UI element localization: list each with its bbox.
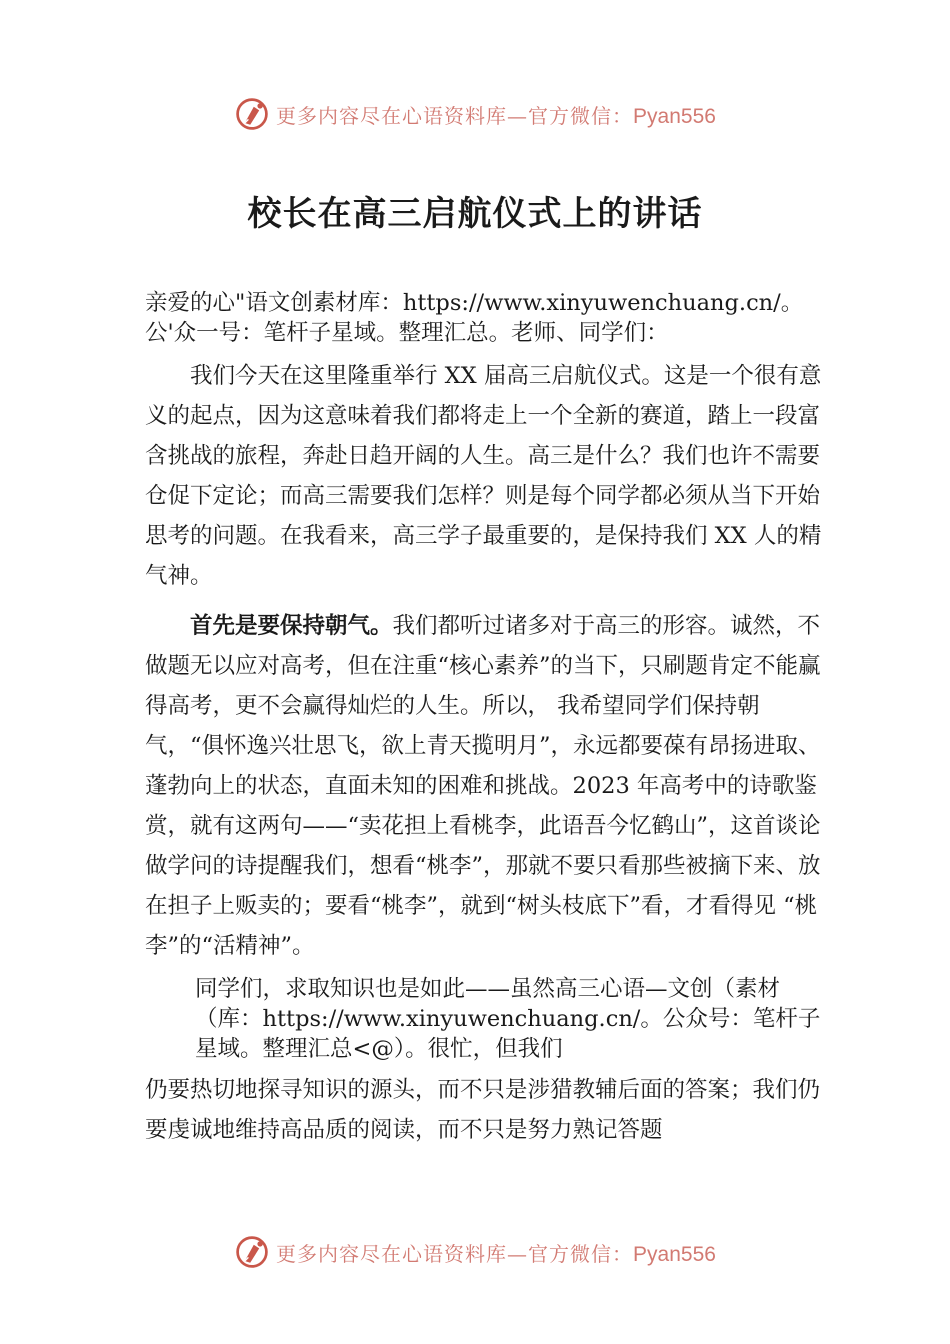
pen-nib-logo-icon bbox=[234, 1234, 270, 1270]
banner-text: 更多内容尽在心语资料库—官方微信：Pyan556 bbox=[276, 1241, 716, 1266]
wechat-id: Pyan556 bbox=[633, 1242, 716, 1266]
paragraph-vitality bbox=[145, 606, 825, 966]
paragraph-opening: 我们今天在这里隆重举行 XX 届高三启航仪式。这是一个很有意义的起点，因为这意味着我们都将走上一个全新的赛道，踏上一段富含挑战的旅程，奔赴日趋开阔的人生。高三是什么？我们也许不需要仓促下定论；而高三需要我们怎样？则是每个同学都必须从当下开始思考的问题。在我看来，高三学子最重要的，是保持我们 XX 人的精气神。 bbox=[145, 363, 822, 589]
paragraph-knowledge-indented: 同学们，求取知识也是如此——虽然高三心语—文创（素材（库：https://www.xinyuwenchuang.cn/。公众号：笔杆子星域。整理汇总<@）。很忙，但我们 bbox=[195, 976, 821, 1062]
footer-banner bbox=[0, 1232, 950, 1272]
paragraph-body: 我们都听过诸多对于高三的形容。诚然，不做题无以应对高考，但在注重“核心素养”的当下，只刷题肯定不能赢得高考，更不会赢得灿烂的人生。所以， 我希望同学们保持朝气，“俱怀逸兴壮思飞，欲上青天揽明月”，永远都要葆有昂扬进取、蓬勃向上的状态，直面未知的困难和挑战。2023 年高考中的诗歌鉴赏，就有这两句——“卖花担上看桃李，此语吾今忆鹤山”，这首谈论做学问的诗提醒我们，想看“桃李”，那就不要只看那些被摘下来、放在担子上贩卖的；要看“桃李”，就到“树头枝底下”看，才看得见 “桃李”的“活精神”。 bbox=[145, 613, 821, 959]
paragraph-knowledge-continued: 仍要热切地探寻知识的源头，而不只是涉猎教辅后面的答案；我们仍要虔诚地维持高品质的阅读，而不只是努力熟记答题 bbox=[145, 1077, 821, 1143]
pen-nib-logo-icon bbox=[234, 96, 270, 132]
intro-paragraph: 亲爱的心"语文创素材库：https://www.xinyuwenchuang.cn/。公'众一号：笔杆子星域。整理汇总。老师、同学们： bbox=[145, 290, 804, 346]
paragraph-lead: 首先是要保持朝气。 bbox=[190, 613, 393, 639]
wechat-id: Pyan556 bbox=[633, 104, 716, 128]
document-body bbox=[145, 288, 825, 1150]
header-banner bbox=[0, 94, 950, 134]
document-title: 校长在高三启航仪式上的讲话 bbox=[247, 194, 703, 234]
banner-text: 更多内容尽在心语资料库—官方微信：Pyan556 bbox=[276, 103, 716, 128]
